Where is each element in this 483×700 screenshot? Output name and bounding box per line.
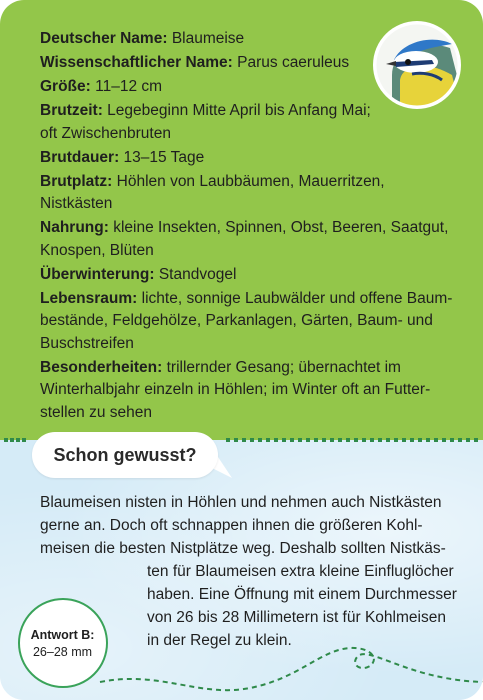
fact-line — [40, 264, 460, 287]
fact-value: Legebeginn Mitte April bis Anfang Mai; — [107, 102, 371, 119]
paragraph-line: gerne an. Doch oft schnappen ihnen die größeren Kohl- — [40, 517, 423, 534]
fact-item — [40, 288, 460, 356]
fact-label: Nahrung: — [40, 219, 109, 236]
bubble-title: Schon gewusst? — [53, 445, 197, 465]
fact-line — [40, 379, 460, 402]
fact-value: 11–12 cm — [95, 78, 163, 95]
fact-value: Nistkästen — [40, 195, 113, 212]
paragraph-line: in der Regel zu klein. — [147, 632, 292, 649]
fact-value: Blaumeise — [171, 30, 245, 47]
fact-value: oft Zwischenbruten — [40, 124, 171, 142]
fact-value: kleine Insekten, Spinnen, Obst, Beeren, Saatgut, — [113, 219, 449, 236]
fact-label: Brutplatz: — [40, 172, 113, 190]
paragraph-line: Blaumeisen nisten in Höhlen und nehmen auch Nistkästen — [40, 494, 442, 511]
fact-value: Winterhalbjahr einzeln in Höhlen; im Winter oft an Futter- — [40, 381, 431, 398]
fact-value: Parus caeruleus — [237, 54, 350, 71]
fact-value: lichte, sonnige Laubwälder und offene Baum- — [141, 289, 453, 307]
fact-label: Besonderheiten: — [40, 358, 163, 376]
fact-value: stellen zu sehen — [40, 403, 153, 421]
fact-value: Buschstreifen — [40, 334, 134, 352]
fact-value: 13–15 Tage — [123, 148, 205, 166]
fact-label: Größe: — [40, 78, 91, 95]
paragraph-line: ten für Blaumeisen extra kleine Einfluglöcher — [147, 563, 454, 580]
fact-label: Wissenschaftlicher Name: — [40, 54, 233, 71]
fact-label: Brutdauer: — [40, 148, 120, 166]
fact-value: bestände, Feldgehölze, Parkanlagen, Gärten, Baum- und — [40, 312, 433, 329]
fact-value: Standvogel — [158, 265, 237, 283]
paragraph-line: haben. Eine Öffnung mit einem Durchmesser — [147, 586, 457, 603]
answer-badge — [18, 598, 108, 688]
fact-value: Knospen, Blüten — [40, 241, 154, 259]
fact-line — [40, 288, 460, 311]
fact-line — [40, 402, 460, 425]
fact-line — [40, 217, 460, 240]
fact-line — [40, 240, 460, 263]
answer-value: 26–28 mm — [32, 645, 93, 659]
fact-value: Höhlen von Laubbäumen, Mauerritzen, — [116, 172, 385, 190]
fact-label: Lebensraum: — [40, 289, 138, 307]
fact-value: trillernder Gesang; übernachtet im — [166, 358, 401, 376]
fact-item — [40, 147, 460, 170]
fact-line — [40, 171, 460, 194]
fact-item — [40, 357, 460, 425]
fact-line — [40, 147, 460, 170]
blue-tit-icon — [372, 20, 462, 110]
fact-label: Überwinterung: — [40, 265, 155, 283]
did-you-know-bubble — [32, 432, 218, 478]
paragraph-line: von 26 bis 28 Millimetern ist für Kohlmeisen — [147, 609, 446, 626]
fact-line — [40, 357, 460, 380]
paragraph-full — [40, 491, 446, 560]
fact-label: Brutzeit: — [40, 102, 103, 119]
fact-line — [40, 310, 460, 333]
fact-label: Deutscher Name: — [40, 30, 168, 47]
fact-item — [40, 264, 460, 287]
answer-label: Antwort B: — [30, 628, 95, 642]
fact-item — [40, 171, 460, 216]
fact-item — [40, 217, 460, 262]
paragraph-line: meisen die besten Nistplätze weg. Deshalb sollten Nistkäs- — [40, 540, 446, 557]
fact-line — [40, 193, 460, 216]
fact-line — [40, 333, 460, 356]
fact-line — [40, 123, 460, 146]
